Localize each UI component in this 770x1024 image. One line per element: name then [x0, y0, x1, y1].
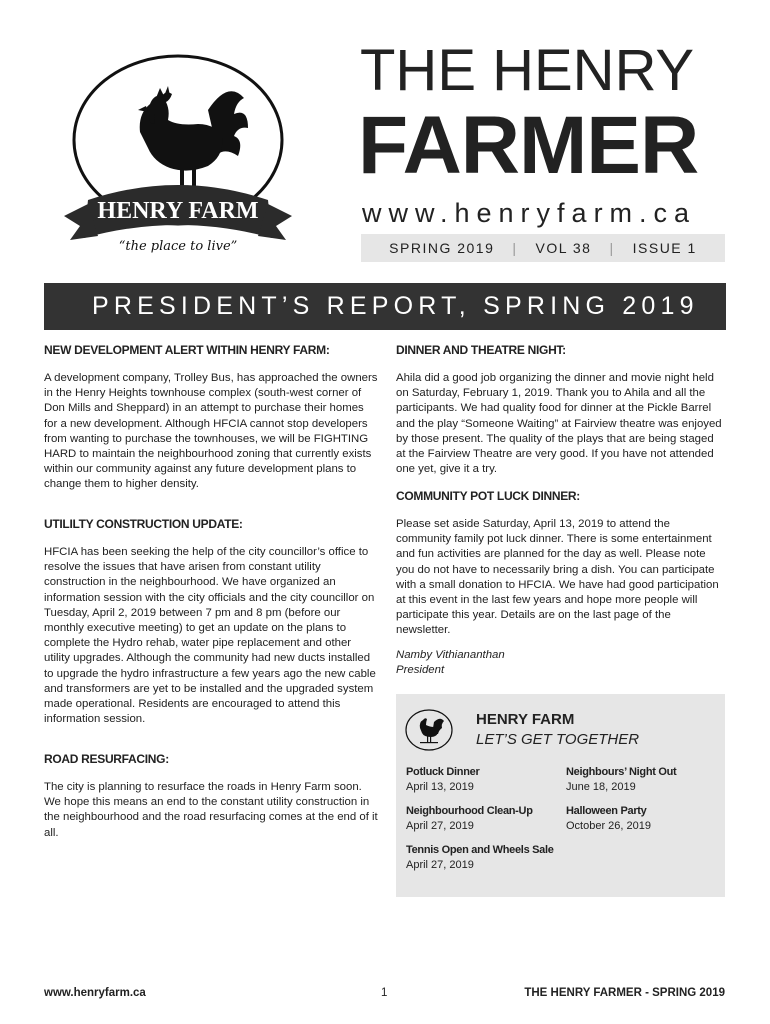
signature-name: Namby Vithiananthan — [396, 649, 505, 661]
page-number: 1 — [381, 987, 388, 999]
logo-name: HENRY FARM — [97, 198, 259, 224]
title-line2: FARMER — [358, 100, 699, 191]
issue-separator: | — [512, 240, 518, 256]
article-dinner-theatre — [396, 343, 726, 477]
event-item — [566, 765, 676, 795]
article-heading: NEW DEVELOPMENT ALERT WITHIN HENRY FARM: — [44, 343, 330, 357]
event-date: June 18, 2019 — [566, 781, 636, 793]
event-name: Halloween Party — [566, 805, 647, 817]
article-heading: UTILILTY CONSTRUCTION UPDATE: — [44, 517, 243, 531]
event-item — [406, 804, 533, 834]
event-date: April 13, 2019 — [406, 781, 474, 793]
event-name: Neighbourhood Clean-Up — [406, 805, 533, 817]
events-box — [396, 694, 725, 897]
article-roads — [44, 752, 378, 841]
issue-season: SPRING 2019 — [389, 240, 495, 256]
article-heading: DINNER AND THEATRE NIGHT: — [396, 343, 566, 357]
henry-farm-logo — [58, 40, 298, 270]
article-body: HFCIA has been seeking the help of the city councillor’s office to resolve the issues that have arisen from constant utility construction in the neighbourhood. We have organized an information session with the city officials and the city councillor on Tuesday, April 2, 2019 between 7 pm and 8 pm (before our monthly executive meeting) to get an update on the plans to complete the Hydro rehab, water pipe replacement and other utility upgrades. Although the community had new ducts installed to upgrade the hydro infrastructure a few years ago the new cable and transformers are yet to be installed and the upgraded system made operational. Residents are encouraged to attend this information session. — [44, 546, 376, 726]
article-utility — [44, 517, 378, 727]
event-date: April 27, 2019 — [406, 859, 474, 871]
event-date: April 27, 2019 — [406, 820, 474, 832]
article-body: The city is planning to resurface the roads in Henry Farm soon. We hope this means an end to the constant utility construction in the neighbourhood and the road resurfacing comes at the end of it all. — [44, 781, 378, 839]
event-item — [406, 843, 554, 873]
article-body: Ahila did a good job organizing the dinner and movie night held on Saturday, February 1, 2019. Thank you to Ahila and all the participants. We had quality food for dinner at the Pickle Barrel and the play “Someone Waiting” at Fairview theatre was enjoyed by those present. The quality of the plays that are being staged at the Fairview Theatre are very good. If you have not attended one yet, give it a try. — [396, 372, 722, 476]
rooster-oval-icon — [404, 708, 454, 752]
event-name: Potluck Dinner — [406, 766, 480, 778]
article-heading: ROAD RESURFACING: — [44, 752, 169, 766]
logo-tagline: “the place to live” — [118, 239, 238, 254]
events-title: HENRY FARM — [476, 711, 575, 728]
article-development — [44, 343, 378, 493]
issue-separator: | — [609, 240, 615, 256]
footer-url[interactable]: www.henryfarm.ca — [44, 987, 146, 999]
issue-bar — [361, 234, 725, 262]
article-potluck — [396, 489, 726, 639]
issue-volume: VOL 38 — [535, 240, 592, 256]
rooster-icon — [138, 86, 248, 196]
article-heading: COMMUNITY POT LUCK DINNER: — [396, 489, 580, 503]
event-date: October 26, 2019 — [566, 820, 652, 832]
masthead-url[interactable]: www.henryfarm.ca — [362, 198, 697, 228]
event-name: Neighbours’ Night Out — [566, 766, 677, 778]
title-line1: THE HENRY — [360, 38, 695, 103]
footer-title: THE HENRY FARMER - SPRING 2019 — [524, 987, 725, 999]
article-body: A development company, Trolley Bus, has approached the owners in the Henry Heights townhouse complex (south-west corner of Don Mills and Sheppard) in an attempt to purchase their homes for a new development. Although HFCIA cannot stop developers from wanting to purchase the townhouses, we will be FIGHTING HARD to maintain the neighbourhood zoning that currently exists within our community against any future development plans to change them to higher density. — [44, 372, 378, 491]
event-item — [566, 804, 651, 834]
article-body: Please set aside Saturday, April 13, 2019 to attend the community family pot luck dinner. There is some entertainment and fun activities are planned for the day as well. Please note you do not have to necessarily bring a dish. You can participate with a small donation to HFCIA. We have had good participation at this event in the last few years and hope more people will participate this year. Details are on the last page of the newsletter. — [396, 518, 719, 637]
event-item — [406, 765, 479, 795]
section-banner: PRESIDENT’S REPORT, SPRING 2019 — [44, 283, 726, 330]
issue-number: ISSUE 1 — [632, 240, 697, 256]
events-subtitle: LET’S GET TOGETHER — [476, 731, 640, 748]
signature — [396, 648, 726, 678]
event-name: Tennis Open and Wheels Sale — [406, 844, 554, 856]
signature-title: President — [396, 664, 445, 677]
